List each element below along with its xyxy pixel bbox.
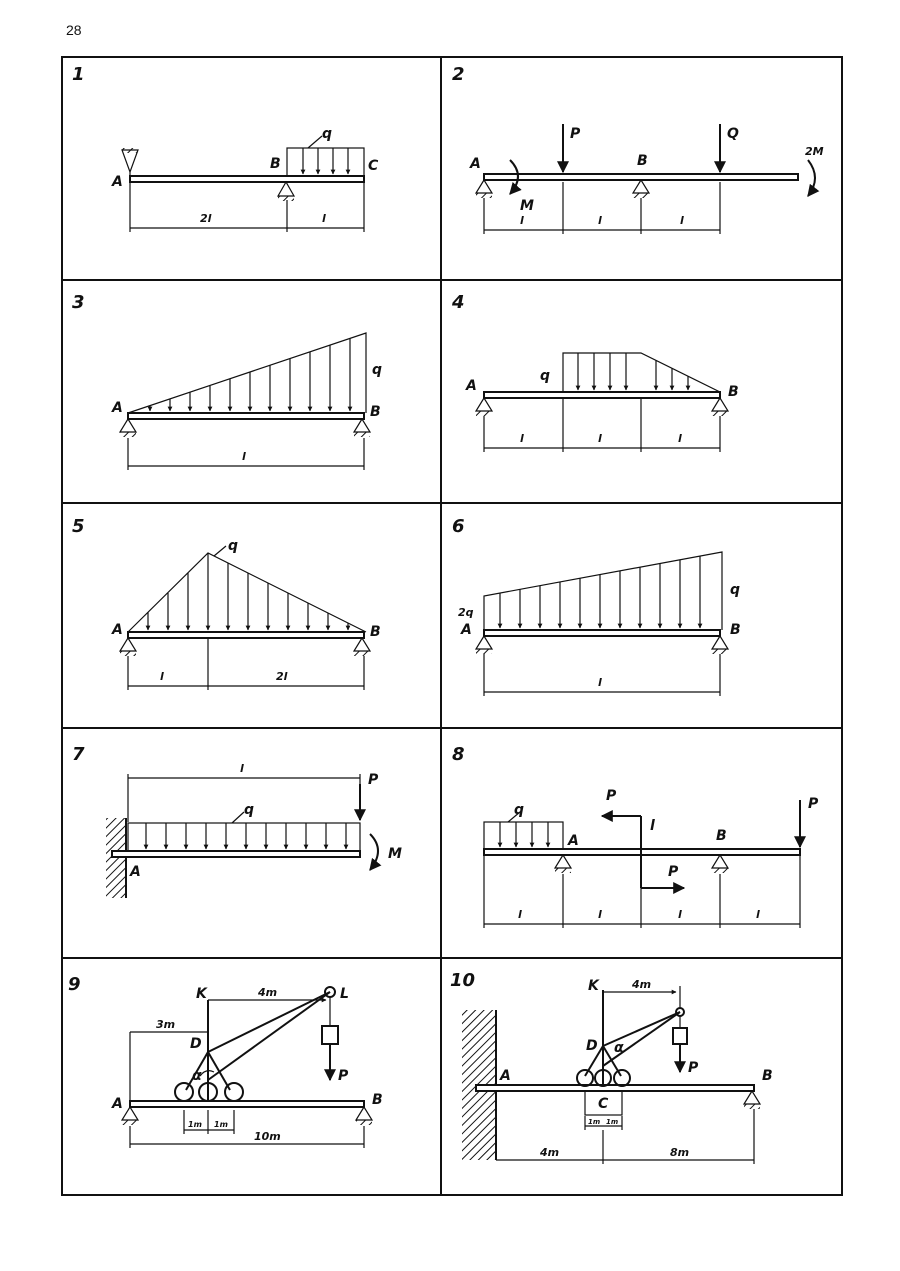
- label-l-arm: l: [650, 818, 655, 834]
- beam: [128, 632, 364, 638]
- dim-label: 1m: [606, 1118, 619, 1126]
- dim-label: l: [598, 214, 602, 227]
- label-q: Q: [727, 126, 739, 142]
- panel-9: [68, 974, 383, 1148]
- dim-label: l: [680, 214, 684, 227]
- label-q: q: [540, 368, 551, 384]
- label-2q: 2q: [458, 606, 474, 619]
- dim-label: 4m: [258, 986, 278, 999]
- dimension-line: [484, 654, 720, 696]
- pin-support-a: [476, 636, 492, 654]
- label-b: B: [372, 1092, 383, 1108]
- label-a: A: [112, 400, 123, 416]
- dim-label: l: [322, 212, 326, 225]
- label-d: D: [190, 1036, 202, 1052]
- panel-number: 7: [72, 744, 85, 765]
- dim-label: 10m: [254, 1130, 281, 1143]
- label-alpha: α: [192, 1068, 202, 1084]
- beam: [476, 1085, 754, 1091]
- pin-support-a: [122, 148, 138, 176]
- label-k: K: [588, 978, 599, 994]
- dim-label: 4m: [632, 978, 652, 991]
- dim-label: l: [598, 676, 602, 689]
- wheel: [225, 1083, 243, 1101]
- pin-support-a: [120, 638, 136, 656]
- label-d: D: [586, 1038, 598, 1054]
- label-q: q: [514, 802, 525, 818]
- dim-label: 8m: [670, 1146, 690, 1159]
- page-number: 28: [66, 22, 82, 38]
- label-b: B: [270, 156, 281, 172]
- beam: [484, 392, 720, 398]
- label-c: C: [598, 1096, 609, 1112]
- panel-3: [72, 292, 382, 470]
- panel-2: [452, 64, 824, 234]
- panel-7: [72, 744, 402, 898]
- moment-2m-arrow: [808, 160, 815, 196]
- panel-number: 8: [452, 744, 465, 765]
- panel-number: 2: [452, 64, 465, 85]
- label-q: q: [372, 362, 383, 378]
- panel-1: [72, 64, 379, 232]
- panel-number: 10: [450, 970, 476, 991]
- roller-support-b: [712, 398, 728, 416]
- roller-support-b: [356, 1107, 372, 1125]
- dim-label: l: [678, 908, 682, 921]
- roller-support-b: [354, 638, 370, 656]
- hanging-load: [673, 1028, 687, 1044]
- wheel: [614, 1070, 630, 1086]
- distributed-load-q: [563, 353, 720, 392]
- distributed-load-q: [128, 333, 366, 413]
- wheel: [577, 1070, 593, 1086]
- label-p: P: [688, 1060, 699, 1076]
- roller-support-b: [633, 180, 649, 198]
- roller-support-b: [278, 182, 294, 201]
- dim-label: 1m: [188, 1120, 202, 1129]
- label-b: B: [370, 404, 381, 420]
- label-b: B: [730, 622, 741, 638]
- dim-label: l: [242, 450, 246, 463]
- beam: [112, 851, 360, 857]
- label-a: A: [466, 378, 477, 394]
- label-c: C: [368, 158, 379, 174]
- label-q: q: [228, 538, 239, 554]
- panel-8: [452, 744, 819, 928]
- label-p: P: [338, 1068, 349, 1084]
- beam: [484, 630, 720, 636]
- label-p: P: [368, 772, 379, 788]
- panel-5: [72, 516, 381, 690]
- label-b: B: [716, 828, 727, 844]
- beam: [130, 176, 364, 182]
- roller-support-b: [712, 855, 728, 873]
- panel-number: 9: [68, 974, 81, 995]
- panel-number: 4: [452, 292, 465, 313]
- beam: [130, 1101, 364, 1107]
- label-b: B: [637, 153, 648, 169]
- pin-support-a: [122, 1107, 138, 1125]
- panel-4: [451, 292, 739, 452]
- dim-label: l: [520, 432, 524, 445]
- dimension-line: [496, 986, 754, 1164]
- dim-label: 4m: [540, 1146, 560, 1159]
- dim-label: 2l: [200, 212, 212, 225]
- dim-label: l: [518, 908, 522, 921]
- dim-label: l: [598, 908, 602, 921]
- label-b: B: [728, 384, 739, 400]
- label-b: B: [762, 1068, 773, 1084]
- dim-label: 1m: [588, 1118, 601, 1126]
- label-m: M: [520, 198, 534, 214]
- wheel: [175, 1083, 193, 1101]
- roller-support-a: [555, 855, 571, 873]
- dim-label: l: [160, 670, 164, 683]
- label-p: P: [808, 796, 819, 812]
- dim-label: l: [598, 432, 602, 445]
- label-a: A: [112, 622, 123, 638]
- label-a: A: [568, 833, 579, 849]
- dim-label: l: [678, 432, 682, 445]
- label-b: B: [370, 624, 381, 640]
- moment-m-arrow: [370, 834, 378, 870]
- label-k: K: [196, 986, 207, 1002]
- dimension-line: [130, 182, 364, 232]
- distributed-load-q: [484, 552, 722, 630]
- label-alpha: α: [614, 1040, 624, 1056]
- label-p: P: [606, 788, 617, 804]
- panel-number: 3: [72, 292, 85, 313]
- label-q: q: [730, 582, 741, 598]
- label-q: q: [244, 802, 255, 818]
- roller-support-b: [744, 1091, 760, 1109]
- distributed-load-q: [128, 546, 366, 632]
- dim-label: l: [756, 908, 760, 921]
- hanging-load: [322, 1026, 338, 1044]
- pin-support-a: [476, 398, 492, 416]
- panel-10: [450, 970, 773, 1164]
- label-a: A: [130, 864, 141, 880]
- roller-support-b: [712, 636, 728, 654]
- panel-number: 6: [452, 516, 465, 537]
- dim-label: 1m: [214, 1120, 228, 1129]
- dim-label: l: [520, 214, 524, 227]
- label-a: A: [470, 156, 481, 172]
- label-a: A: [461, 622, 472, 638]
- label-a: A: [500, 1068, 511, 1084]
- label-l: L: [340, 986, 349, 1002]
- dimension-line: [128, 438, 364, 470]
- label-2m: 2M: [805, 145, 824, 158]
- label-a: A: [112, 1096, 123, 1112]
- dim-label: 2l: [276, 670, 288, 683]
- label-q: q: [322, 126, 333, 142]
- label-p: P: [668, 864, 679, 880]
- pin-support-a: [120, 419, 136, 437]
- label-p: P: [570, 126, 581, 142]
- panel-6: [452, 516, 741, 696]
- roller-support-b: [354, 419, 370, 437]
- panel-number: 5: [72, 516, 85, 537]
- label-a: A: [112, 174, 123, 190]
- beam: [128, 413, 364, 419]
- pin-support-a: [476, 180, 492, 198]
- dim-label: 3m: [156, 1018, 176, 1031]
- dim-label: l: [240, 762, 244, 775]
- label-m: M: [388, 846, 402, 862]
- distributed-load-q: [287, 136, 364, 176]
- panel-number: 1: [72, 64, 85, 85]
